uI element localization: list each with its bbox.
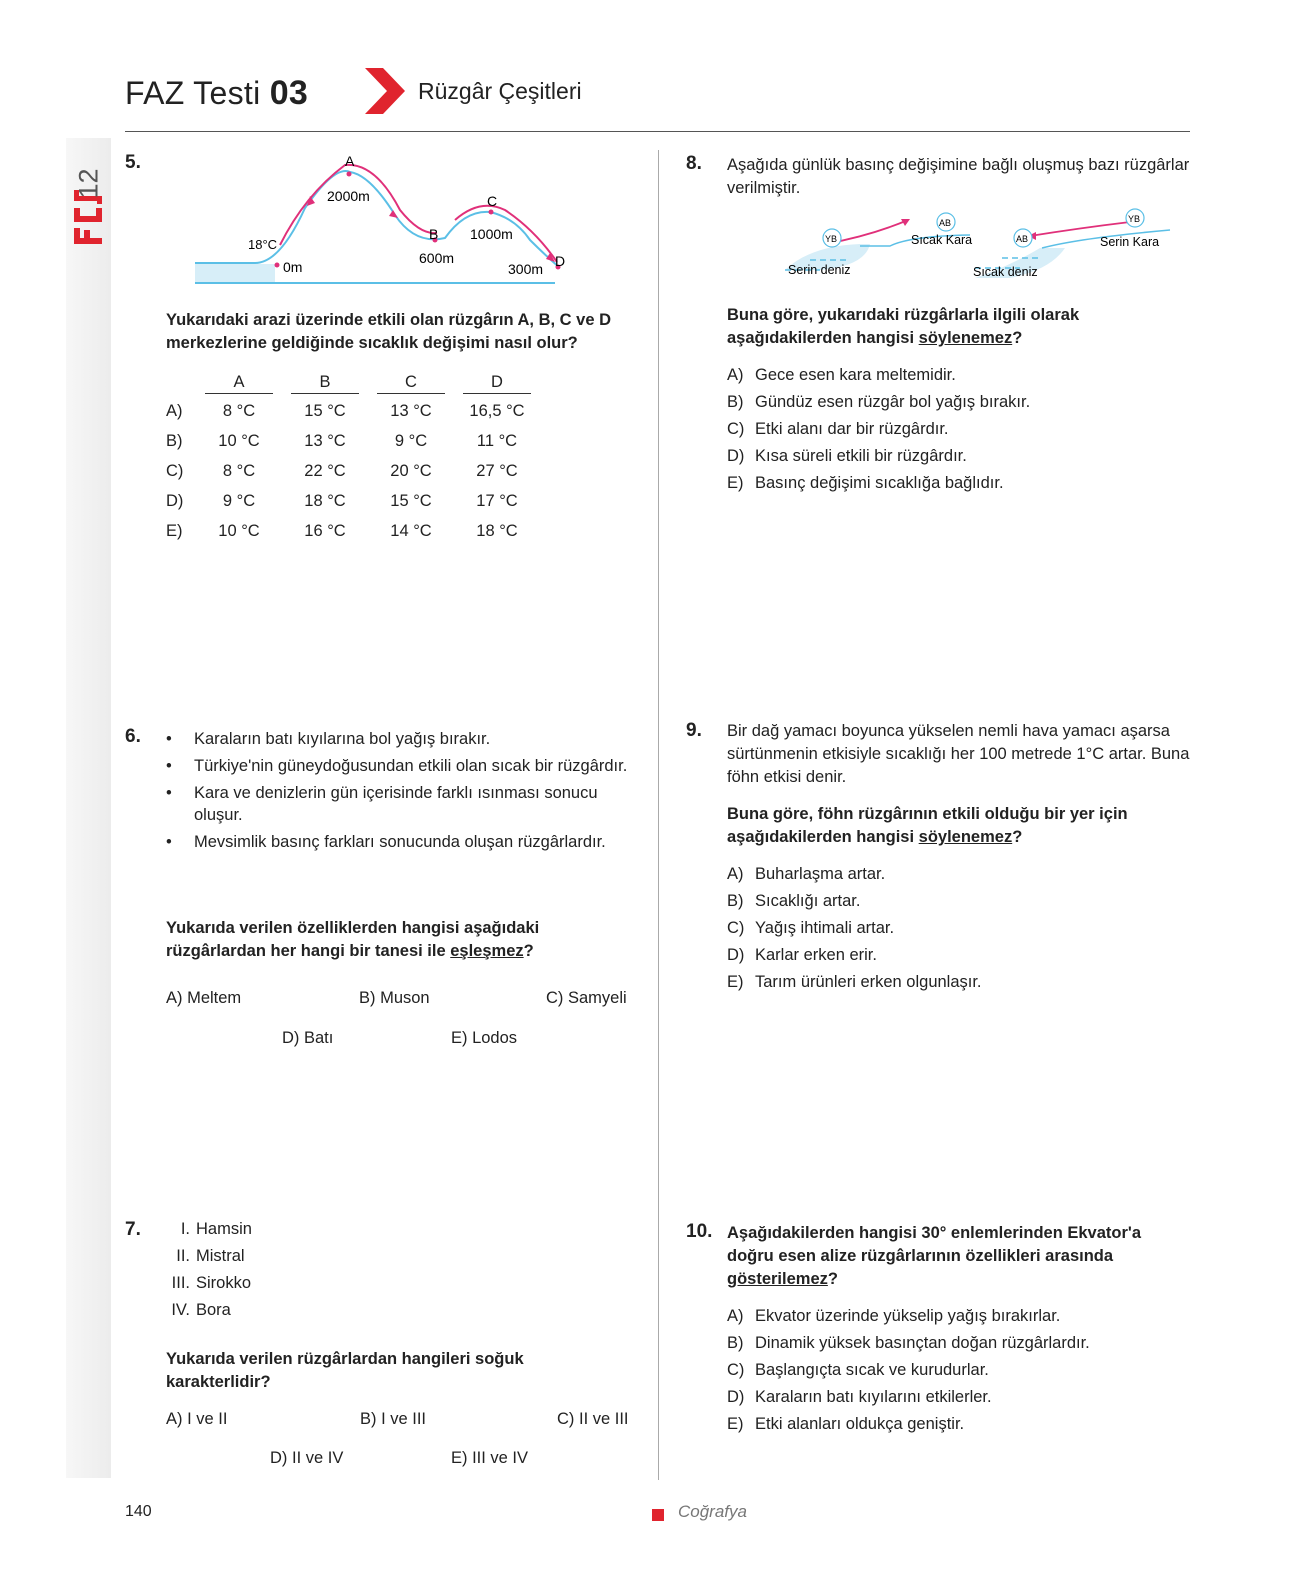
option-letter: B) [727, 892, 744, 910]
option-letter: C) [727, 420, 745, 438]
cell: 15 °C [304, 401, 346, 420]
yb-badge-right: YB [1128, 214, 1141, 224]
question-text: Buna göre, yukarıdaki rüzgârlarla ilgili olarak aşağıdakilerden hangisi [727, 306, 1080, 347]
q10-question [727, 1222, 1192, 1291]
q6-option-a[interactable]: A) Meltem [166, 989, 242, 1007]
cell: 18 °C [304, 491, 346, 510]
roman-numeral: IV. [171, 1301, 190, 1319]
item-text: Bora [196, 1301, 231, 1319]
option-letter: A) [727, 865, 744, 883]
q6-option-e[interactable]: E) Lodos [451, 1029, 518, 1047]
cell: 11 °C [476, 431, 518, 450]
option-text: Buharlaşma artar. [755, 865, 886, 883]
side-number: 12 [73, 168, 104, 199]
cool-land-label: Serin Kara [1100, 235, 1160, 249]
option-letter: B) [727, 393, 744, 411]
q7-option-a[interactable]: A) I ve II [166, 1410, 228, 1428]
q8-option-b[interactable] [727, 391, 1030, 414]
item-text: Sirokko [196, 1274, 252, 1292]
list-item: • Türkiye'nin güneydoğusundan etkili olan sıcak bir rüzgârdır. [166, 755, 630, 777]
label-a: A [345, 153, 355, 169]
test-title [125, 74, 308, 113]
option-letter: C) [727, 1361, 745, 1379]
q9-option-a[interactable] [727, 863, 885, 886]
q7-option-e[interactable]: E) III ve IV [451, 1449, 529, 1467]
answer-row-b[interactable] [166, 426, 540, 456]
roman-numeral: I. [180, 1220, 190, 1238]
list-item: • Kara ve denizlerin gün içerisinde farklı ısınması sonucu oluşur. [166, 782, 630, 826]
column-divider [658, 150, 659, 1480]
question-number-10: 10. [686, 1221, 713, 1242]
option-text: Karaların batı kıyılarını etkilerler. [755, 1388, 992, 1406]
cell: 20 °C [390, 461, 432, 480]
q9-question [727, 803, 1192, 849]
question-text: Yukarıda verilen özelliklerden hangisi aşağıdaki rüzgârlardan her hangi bir tanesi ile [166, 919, 540, 960]
question-emphasis: söylenemez [918, 828, 1013, 846]
cell: 22 °C [304, 461, 346, 480]
cell: 27 °C [476, 461, 518, 480]
q8-intro: Aşağıda günlük basınç değişimine bağlı oluşmuş bazı rüzgârlar verilmiştir. [727, 156, 1190, 197]
chevron-right-icon [365, 68, 405, 114]
col-header: D [463, 373, 531, 394]
q8-option-a[interactable] [727, 364, 956, 387]
q8-option-d[interactable] [727, 445, 967, 468]
q9-intro: Bir dağ yamacı boyunca yükselen nemli hava yamacı aşarsa sürtünmenin etkisiyle sıcaklığı her 100 metrede 1°C artar. Buna föhn etkisi denir. [727, 722, 1190, 786]
option-letter: A) [727, 366, 744, 384]
option-letter: E) [727, 973, 744, 991]
label-2000m: 2000m [327, 188, 370, 204]
option-letter: B) [727, 1334, 744, 1352]
question-number-9: 9. [686, 720, 702, 741]
question-text: Aşağıdakilerden hangisi 30° enlemlerinden Ekvator'a doğru esen alize rüzgârlarının özellikleri arasında [727, 1224, 1142, 1265]
breeze-diagram [780, 208, 1180, 288]
option-text: Tarım ürünleri erken olgunlaşır. [755, 973, 982, 991]
list-item [160, 1270, 252, 1297]
q10-option-d[interactable] [727, 1386, 992, 1409]
option-text: Basınç değişimi sıcaklığa bağlıdır. [755, 474, 1004, 492]
test-prefix: FAZ Testi [125, 75, 261, 111]
option-text: Karlar erken erir. [755, 946, 877, 964]
q10-option-b[interactable] [727, 1332, 1090, 1355]
item-text: Mistral [196, 1247, 245, 1265]
col-header: C [377, 373, 445, 394]
option-letter: E) [727, 474, 744, 492]
ab-badge-left: AB [939, 218, 952, 228]
option-letter: D) [727, 447, 745, 465]
list-item [160, 1216, 252, 1243]
option-text: Etki alanları oldukça geniştir. [755, 1415, 965, 1433]
q7-option-c[interactable]: C) II ve III [557, 1410, 629, 1428]
option-letter: C) [727, 919, 745, 937]
q9-option-e[interactable] [727, 971, 982, 994]
q5-answer-table [166, 370, 540, 546]
label-b: B [429, 226, 439, 242]
option-letter: D) [727, 1388, 745, 1406]
roman-numeral: II. [176, 1247, 190, 1265]
q6-option-b[interactable]: B) Muson [359, 989, 430, 1007]
col-header: B [291, 373, 359, 394]
q6-question [166, 917, 631, 963]
option-letter: D) [727, 946, 745, 964]
label-0m: 0m [283, 259, 303, 275]
terrain-diagram [195, 150, 585, 290]
question-number-7: 7. [125, 1219, 141, 1240]
q8-option-e[interactable] [727, 472, 1004, 495]
cell: 13 °C [304, 431, 346, 450]
subject-label: Coğrafya [678, 1502, 747, 1521]
option-text: Ekvator üzerinde yükselip yağış bırakırlar. [755, 1307, 1061, 1325]
option-label: C) [166, 461, 184, 480]
warm-land-label: Sıcak Kara [911, 233, 973, 247]
answer-row-c[interactable] [166, 456, 540, 486]
question-number-8: 8. [686, 153, 702, 174]
option-letter: E) [727, 1415, 744, 1433]
cell: 9 °C [394, 431, 428, 450]
header-divider [125, 131, 1190, 132]
question-mark: ? [1012, 828, 1023, 846]
question-text: Buna göre, föhn rüzgârının etkili olduğu bir yer için aşağıdakilerden hangisi [727, 805, 1128, 846]
list-item [160, 1297, 252, 1324]
option-label: B) [166, 431, 183, 450]
q8-question [727, 304, 1192, 350]
cell: 15 °C [390, 491, 432, 510]
col-header: A [205, 373, 273, 394]
page-number: 140 [125, 1503, 152, 1520]
subject-marker-icon [652, 1509, 664, 1521]
q9-option-b[interactable] [727, 890, 860, 913]
option-letter: A) [727, 1307, 744, 1325]
list-item: • Karaların batı kıyılarına bol yağış bırakır. [166, 728, 630, 750]
q7-option-b[interactable]: B) I ve III [360, 1410, 427, 1428]
label-d: D [555, 253, 566, 269]
option-text: Gece esen kara meltemidir. [755, 366, 956, 384]
warm-sea-label: Sıcak deniz [973, 265, 1038, 279]
q6-bullet-list [166, 728, 630, 858]
question-emphasis: eşleşmez [450, 942, 524, 960]
option-text: Gündüz esen rüzgâr bol yağış bırakır. [755, 393, 1031, 411]
question-number-5: 5. [125, 152, 141, 173]
q5-question: Yukarıdaki arazi üzerinde etkili olan rüzgârın A, B, C ve D merkezlerine geldiğinde sıcaklık değişimi nasıl olur? [166, 311, 612, 352]
cell: 10 °C [218, 431, 260, 450]
q10-option-c[interactable] [727, 1359, 989, 1382]
question-mark: ? [827, 1270, 838, 1288]
label-c: C [487, 193, 498, 209]
option-text: Kısa süreli etkili bir rüzgârdır. [755, 447, 967, 465]
option-text: Yağış ihtimali artar. [755, 919, 895, 937]
q7-question: Yukarıda verilen rüzgârlardan hangileri soğuk karakterlidir? [166, 1350, 524, 1391]
option-text: Dinamik yüksek basınçtan doğan rüzgârlardır. [755, 1334, 1090, 1352]
question-number-6: 6. [125, 726, 141, 747]
label-1000m: 1000m [470, 226, 513, 242]
answer-row-a[interactable] [166, 396, 540, 426]
cell: 13 °C [390, 401, 432, 420]
cell: 8 °C [222, 461, 256, 480]
test-number: 03 [269, 74, 309, 112]
question-emphasis: söylenemez [918, 329, 1013, 347]
cell: 17 °C [476, 491, 518, 510]
q10-option-a[interactable] [727, 1305, 1060, 1328]
q6-option-c[interactable]: C) Samyeli [546, 989, 627, 1007]
item-text: Hamsin [196, 1220, 252, 1238]
answer-row-d[interactable] [166, 486, 540, 516]
question-mark: ? [523, 942, 534, 960]
label-600m: 600m [419, 250, 455, 266]
option-label: D) [166, 491, 184, 510]
question-emphasis: gösterilemez [727, 1270, 828, 1288]
option-label: E) [166, 521, 183, 540]
option-text: Etki alanı dar bir rüzgârdır. [755, 420, 949, 438]
cell: 16 °C [304, 521, 346, 540]
q9-option-c[interactable] [727, 917, 894, 940]
question-mark: ? [1012, 329, 1023, 347]
list-item: • Mevsimlik basınç farkları sonucunda oluşan rüzgârlardır. [166, 831, 630, 853]
q9-option-d[interactable] [727, 944, 877, 967]
option-text: Başlangıçta sıcak ve kurudurlar. [755, 1361, 989, 1379]
list-item [160, 1243, 252, 1270]
answer-row-e[interactable] [166, 516, 540, 546]
option-label: A) [166, 401, 183, 420]
cell: 18 °C [476, 521, 518, 540]
cell: 9 °C [222, 491, 256, 510]
yb-badge-left: YB [825, 234, 838, 244]
side-band [66, 138, 111, 1478]
cell: 8 °C [222, 401, 256, 420]
q7-option-d[interactable]: D) II ve IV [270, 1449, 344, 1467]
test-subtitle: Rüzgâr Çeşitleri [418, 78, 582, 104]
option-text: Sıcaklığı artar. [755, 892, 861, 910]
q10-option-e[interactable] [727, 1413, 964, 1436]
q7-roman-list [160, 1216, 252, 1324]
cell: 10 °C [218, 521, 260, 540]
q6-option-d[interactable]: D) Batı [282, 1029, 334, 1047]
ab-badge-right: AB [1016, 234, 1029, 244]
label-temp: 18°C [248, 237, 278, 252]
q8-option-c[interactable] [727, 418, 949, 441]
label-300m: 300m [508, 261, 544, 277]
roman-numeral: III. [171, 1274, 190, 1292]
cell: 16,5 °C [469, 401, 525, 420]
cell: 14 °C [390, 521, 432, 540]
cool-sea-label: Serin deniz [788, 263, 851, 277]
